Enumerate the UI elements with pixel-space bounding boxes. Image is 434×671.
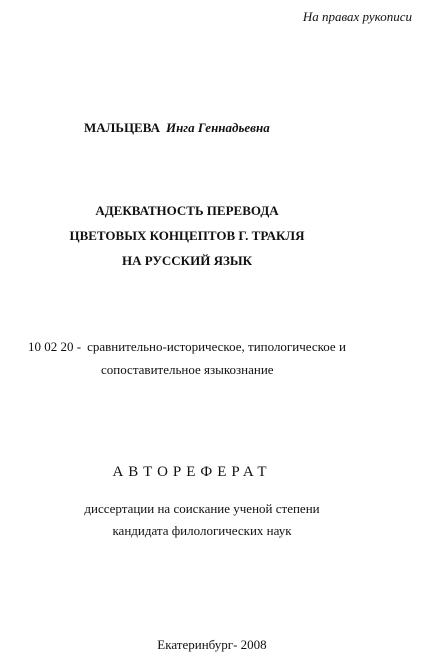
specialty-line-1 (28, 339, 346, 355)
abstract-heading-text: АВТОРЕФЕРАТ (112, 464, 272, 480)
specialty-name-part-2: сопоставительное языкознание (101, 362, 274, 377)
degree-line-2: кандидата филологических наук (112, 523, 292, 538)
degree-line-1: диссертации на соискание ученой степени (84, 501, 320, 516)
dissertation-title (0, 198, 434, 273)
author-surname: МАЛЬЦЕВА (84, 120, 160, 135)
specialty-code: 10 02 20 - (28, 339, 82, 354)
degree-description (0, 498, 434, 542)
city-year (0, 637, 434, 653)
author-name (84, 120, 270, 136)
manuscript-rights-note: На правах рукописи (302, 9, 412, 24)
title-line-2: ЦВЕТОВЫХ КОНЦЕПТОВ Г. ТРАКЛЯ (69, 228, 305, 243)
abstract-heading (0, 464, 434, 481)
city-year-text: Екатеринбург- 2008 (157, 637, 267, 652)
title-line-3: НА РУССКИЙ ЯЗЫК (121, 253, 253, 268)
specialty-name-part-1: сравнительно-историческое, типологическое и (87, 339, 346, 354)
author-given-names: Инга Геннадьевна (165, 120, 270, 135)
title-line-1: АДЕКВАТНОСТЬ ПЕРЕВОДА (95, 203, 279, 218)
